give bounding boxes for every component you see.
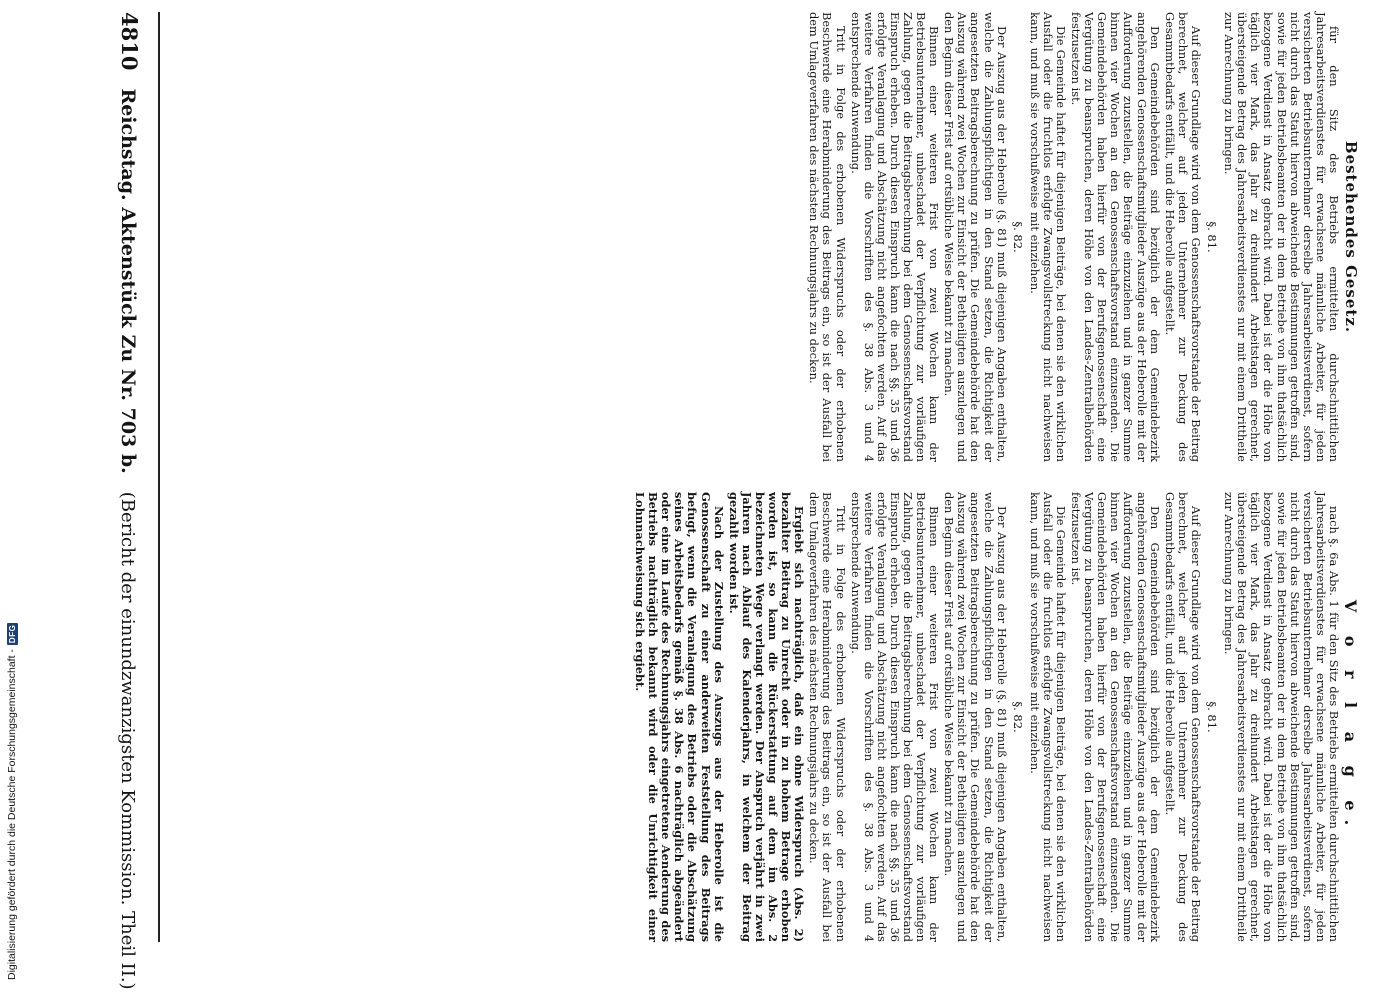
paragraph: Den Gemeindebehörden sind bezüglich der dem Gemeindebezirk angehörenden Genossenschaftsmitglieder Auszüge aus der Heberolle mit der Aufforderung zuzustellen, die Beiträge einzuziehen und in ganzer Summe binnen vier Wochen an den Genossenschaftsvorstand einzusenden. Die Gemeindebehörden haben hierfür von der Berufsgenossenschaft eine Vergütung zu beanspruchen, deren Höhe von den Landes-Zentralbehörden festzusetzen ist. xyxy=(1069,492,1162,942)
paragraph: Die Gemeinde haftet für diejenigen Beiträge, bei denen sie den wirklichen Ausfall oder die fruchtlos erfolgte Zwangsvollstreckung nicht nachweisen kann, und muß sie vorschußweise mit einziehen. xyxy=(1027,12,1069,462)
credit-text: Digitalisierung gefördert durch die Deutsche Forschungsgemeinschaft - xyxy=(6,649,18,980)
page-number: 4810 xyxy=(117,12,142,71)
right-column xyxy=(207,492,1360,942)
paragraph: Der Auszug aus der Heberolle (§. 81) muß diejenigen Angaben enthalten, welche die Zahlungspflichtigen in den Stand setzen, die Richtigkeit der angesetzten Beitragsberechnung zu prüfen. Die Gemeindebehörde hat den Auszug während zwei Wochen zur Einsicht der Betheiligten auszulegen und den Beginn dieser Frist auf ortsübliche Weise bekannt zu machen. xyxy=(942,492,1009,942)
header-rule xyxy=(158,12,160,942)
paragraph: für den Sitz des Betriebs ermittelten durchschnittlichen Jahresarbeitsverdienstes für erwachsene männliche Arbeiter, für jeden versicherten Betriebsunternehmer derselbe Jahresarbeitsverdienst, sofern nicht durch das Statut hiervon abweichende Bestimmungen getroffen sind, sowie für jeden Betriebsbeamten der in dem Betriebe von ihm thatsächlich bezogene Verdienst in Ansatz gebracht wird. Dabei ist der die Höhe von täglich vier Mark, das Jahr zu dreihundert Arbeitstagen gerechnet, übersteigende Betrag des Jahresarbeitsverdienstes nur mit einem Drittheile zur Anrechnung zu bringen. xyxy=(1222,12,1341,462)
paragraph: Binnen einer weiteren Frist von zwei Wochen kann der Betriebsunternehmer, unbeschadet der Verpflichtung zur vorläufigen Zahlung, gegen die Beitragsberechnung bei dem Genossenschaftsvorstand Einspruch erheben. Durch diesen Einspruch kann die nach §§. 35 und 36 erfolgte Veranlagung und Abschätzung nicht angefochten werden. Auf das weitere Verfahren finden die Vorschriften des §. 38 Abs. 3 und 4 entsprechende Anwendung. xyxy=(848,492,942,942)
digitization-credit xyxy=(4,600,22,1000)
section-heading: §. 82. xyxy=(1010,221,1025,253)
paragraph: Den Gemeindebehörden sind bezüglich der dem Gemeindebezirk angehörenden Genossenschaftsmitglieder Auszüge aus der Heberolle mit der Aufforderung zuzustellen, die Beiträge einzuziehen und in ganzer Summe binnen vier Wochen an den Genossenschaftsvorstand einzusenden. Die Gemeindebehörden haben hierfür von der Berufsgenossenschaft eine Vergütung zu beanspruchen, deren Höhe von den Landes-Zentralbehörden festzusetzen ist. xyxy=(1069,12,1162,462)
bold-paragraph: Ergiebt sich nachträglich, daß ein ohne Widerspruch (Abs. 2) bezahlter Beitrag zu Unrecht oder in zu hohem Betrage erhoben worden ist, so kann die Rückerstattung auf dem im Abs. 2 bezeichneten Wege verlangt werden. Der Anspruch verjährt in zwei Jahren nach Ablauf des Kalenderjahrs, in welchem der Beitrag gezahlt worden ist. xyxy=(726,492,807,942)
header-subtitle: (Bericht der einundzwanzigsten Kommission. Theil II.) xyxy=(117,491,138,990)
paragraph: Binnen einer weiteren Frist von zwei Wochen kann der Betriebsunternehmer, unbeschadet der Verpflichtung zur vorläufigen Zahlung, gegen die Beitragsberechnung bei dem Genossenschaftsvorstand Einspruch erheben. Durch diesen Einspruch kann die nach §§. 35 und 36 erfolgte Veranlagung und Abschätzung nicht angefochten werden. Auf das weitere Verfahren finden die Vorschriften des §. 38 Abs. 3 und 4 entsprechende Anwendung. xyxy=(848,12,942,462)
paragraph: Der Auszug aus der Heberolle (§. 81) muß diejenigen Angaben enthalten, welche die Zahlungspflichtigen in den Stand setzen, die Richtigkeit der angesetzten Beitragsberechnung zu prüfen. Die Gemeindebehörde hat den Auszug während zwei Wochen zur Einsicht der Betheiligten auszulegen und den Beginn dieser Frist auf ortsübliche Weise bekannt zu machen. xyxy=(942,12,1009,462)
section-heading: §. 81. xyxy=(1205,701,1220,733)
header-title: Reichstag. Aktenstück Zu Nr. 703 b. xyxy=(117,88,139,474)
paragraph: Die Gemeinde haftet für diejenigen Beiträge, bei denen sie den wirklichen Ausfall oder die fruchtlos erfolgte Zwangsvollstreckung nicht nachweisen kann, und muß sie vorschußweise mit einziehen. xyxy=(1027,492,1069,942)
amendment-block xyxy=(633,492,805,942)
section-heading: §. 82. xyxy=(1010,701,1025,733)
paragraph: Tritt in Folge des erhobenen Widerspruchs oder der erhobenen Beschwerde eine Herabminderung des Beitrags ein, so ist der Ausfall bei dem Umlageverfahren des nächsten Rechnungsjahrs zu decken. xyxy=(807,12,848,462)
dfg-logo: DFG xyxy=(7,624,17,644)
left-column xyxy=(377,12,1360,462)
section-heading: §. 81. xyxy=(1205,221,1220,253)
bold-paragraph: Nach der Zustellung des Auszugs aus der Heberolle ist die Genossenschaft zu einer anderweiten Feststellung des Beitrags befugt, wenn die Veranlagung des Betriebs oder die Abschätzung seines Arbeitsbedarfs gemäß §. 38 Abs. 6 nachträglich abgeändert oder eine im Laufe des Rechnungsjahrs eingetretene Aenderung des Betriebs nachträglich bekannt wird oder die Unrichtigkeit einer Lohnnachweisung sich ergiebt. xyxy=(633,492,726,942)
right-column-title: V o r l a g e. xyxy=(1341,599,1360,835)
paragraph: Tritt in Folge des erhobenen Widerspruchs oder der erhobenen Beschwerde eine Herabminderung des Beitrags ein, so ist der Ausfall bei dem Umlageverfahren des nächsten Rechnungsjahrs zu decken. xyxy=(807,492,848,942)
page-header xyxy=(112,12,142,990)
paragraph: nach §. 6a Abs. 1 für den Sitz des Betriebs ermittelten durchschnittlichen Jahresarbeitsverdienstes für erwachsene männliche Arbeiter, für jeden versicherten Betriebsunternehmer derselbe Jahresarbeitsverdienst, sofern nicht durch das Statut hiervon abweichende Bestimmungen getroffen sind, sowie für jeden Betriebsbeamten der in dem Betriebe von ihm thatsächlich bezogene Verdienst in Ansatz gebracht wird. Dabei ist der die Höhe von täglich vier Mark, das Jahr zu dreihundert Arbeitstagen gerechnet, übersteigende Betrag des Jahresarbeitsverdienstes nur mit einem Drittheile zur Anrechnung zu bringen. xyxy=(1222,492,1341,942)
left-column-title: Bestehendes Gesetz. xyxy=(1342,140,1360,334)
paragraph: Auf dieser Grundlage wird von dem Genossenschaftsvorstande der Beitrag berechnet, welcher auf jeden Unternehmer zur Deckung des Gesammtbedarfs entfällt, und die Heberolle aufgestellt. xyxy=(1162,12,1203,462)
paragraph: Auf dieser Grundlage wird von dem Genossenschaftsvorstande der Beitrag berechnet, welcher auf jeden Unternehmer zur Deckung des Gesammtbedarfs entfällt, und die Heberolle aufgestellt. xyxy=(1162,492,1203,942)
